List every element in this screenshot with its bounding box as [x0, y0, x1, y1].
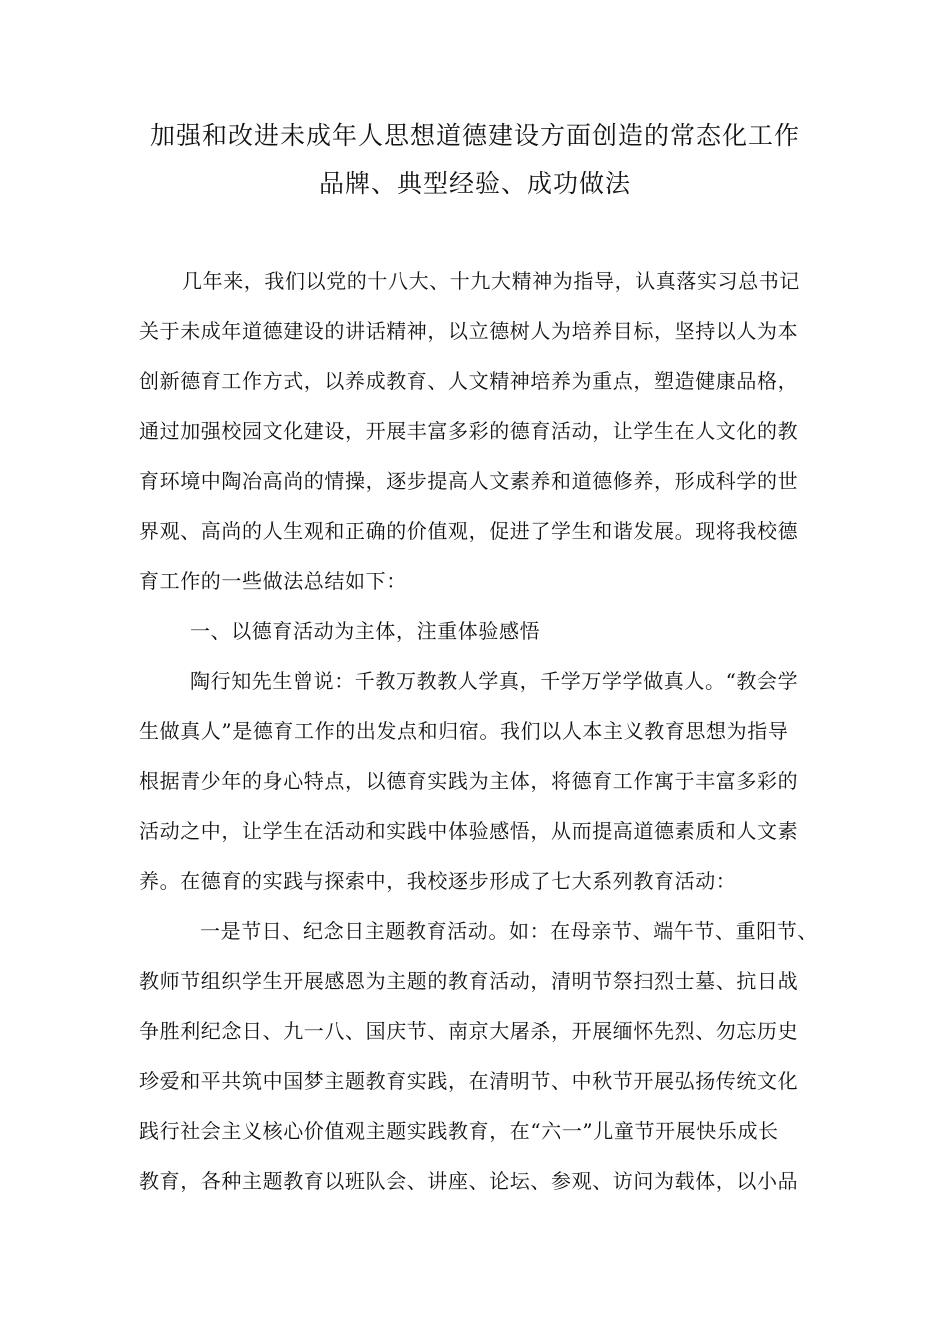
body-line-9: 陶行知先生曾说：千教万教教人学真，千学万学学做真人。“教会学 [190, 669, 799, 693]
body-line-1: 几年来，我们以党的十八大、十九大精神为指导，认真落实习总书记 [182, 269, 800, 293]
section-heading-1: 一、以德育活动为主体，注重体验感悟 [190, 619, 541, 643]
body-line-5: 育环境中陶冶高尚的情操，逐步提高人文素养和道德修养，形成科学的世 [139, 469, 799, 493]
body-line-11: 根据青少年的身心特点，以德育实践为主体，将德育工作寓于丰富多彩的 [139, 769, 799, 793]
body-line-14: 一是节日、纪念日主题教育活动。如：在母亲节、端午节、重阳节、 [200, 919, 818, 943]
body-line-2: 关于未成年道德建设的讲话精神，以立德树人为培养目标，坚持以人为本 [139, 319, 799, 343]
body-line-13: 养。在德育的实践与探索中，我校逐步形成了七大系列教育活动： [139, 869, 737, 893]
body-line-3: 创新德育工作方式，以养成教育、人文精神培养为重点，塑造健康品格， [139, 369, 799, 393]
body-line-16: 争胜利纪念日、九一八、国庆节、南京大屠杀，开展缅怀先烈、勿忘历史 [139, 1019, 799, 1043]
body-line-6: 界观、高尚的人生观和正确的价值观，促进了学生和谐发展。现将我校德 [139, 519, 799, 543]
document-title-line-2: 品牌、典型经验、成功做法 [318, 169, 631, 198]
document-title-line-1: 加强和改进未成年人思想道德建设方面创造的常态化工作 [149, 121, 800, 150]
body-line-19: 教育，各种主题教育以班队会、讲座、论坛、参观、访问为载体，以小品 [139, 1169, 799, 1193]
body-line-10: 生做真人”是德育工作的出发点和归宿。我们以人本主义教育思想为指导 [139, 719, 789, 743]
body-line-12: 活动之中，让学生在活动和实践中体验感悟，从而提高道德素质和人文素 [139, 819, 799, 843]
body-line-18: 践行社会主义核心价值观主题实践教育，在“六一”儿童节开展快乐成长 [139, 1119, 779, 1143]
body-line-7: 育工作的一些做法总结如下： [139, 569, 407, 593]
body-line-4: 通过加强校园文化建设，开展丰富多彩的德育活动，让学生在人文化的教 [139, 419, 799, 443]
body-line-17: 珍爱和平共筑中国梦主题教育实践，在清明节、中秋节开展弘扬传统文化 [139, 1069, 799, 1093]
body-line-15: 教师节组织学生开展感恩为主题的教育活动，清明节祭扫烈士墓、抗日战 [139, 969, 799, 993]
